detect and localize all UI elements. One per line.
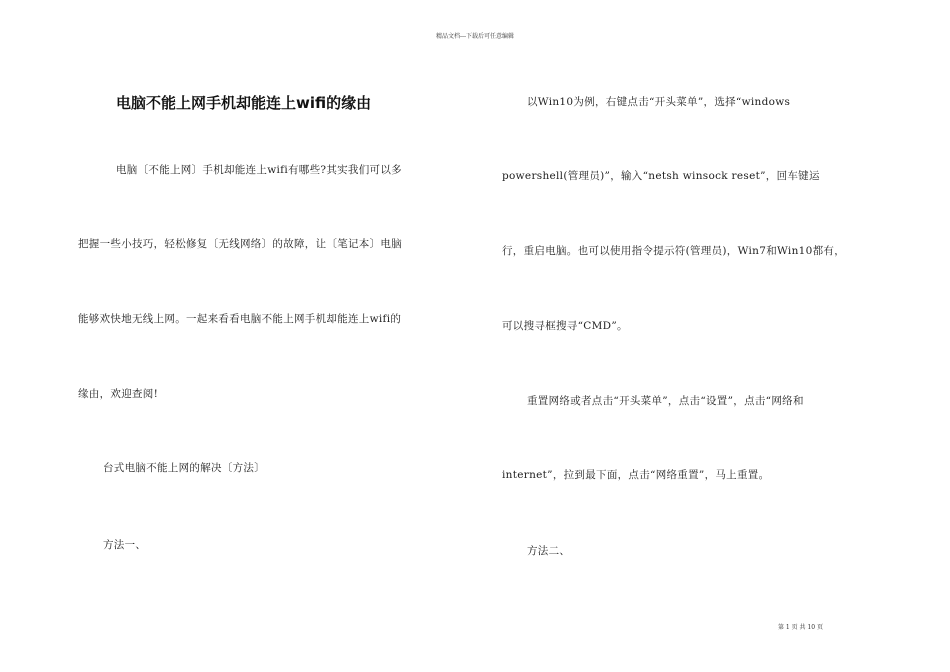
paragraph-line: 能够欢快地无线上网。一起来看看电脑不能上网手机却能连上wifi的 [78,313,402,325]
paragraph-line: 可以搜寻框搜寻“CMD”。 [502,320,628,332]
page-header: 精品文档---下载后可任意编辑 [435,33,515,40]
article-title: 电脑不能上网手机却能连上wifi的缘由 [116,94,372,112]
paragraph-line: 行，重启电脑。也可以使用指令提示符(管理员)，Win7和Win10都有， [502,245,845,257]
paragraph-line: 电脑〔不能上网〕手机却能连上wifi有哪些?其实我们可以多 [116,164,402,176]
section-heading: 台式电脑不能上网的解决〔方法〕 [103,462,265,474]
page-number: 第 1 页 共 10 页 [778,624,823,631]
paragraph-line: 缘由，欢迎查阅! [78,388,159,400]
paragraph-line: powershell(管理员)”，输入“netsh winsock reset”，回车键运 [502,170,820,182]
paragraph-line: 以Win10为例，右键点击“开头菜单”，选择“windows [527,96,791,108]
paragraph-line: internet”，拉到最下面，点击“网络重置”，马上重置。 [502,469,770,481]
paragraph-line: 把握一些小技巧，轻松修复〔无线网络〕的故障，让〔笔记本〕电脑 [78,238,402,250]
method-heading: 方法二、 [527,545,571,557]
paragraph-line: 重置网络或者点击“开头菜单”，点击“设置”，点击“网络和 [527,395,804,407]
method-heading: 方法一、 [103,539,147,551]
